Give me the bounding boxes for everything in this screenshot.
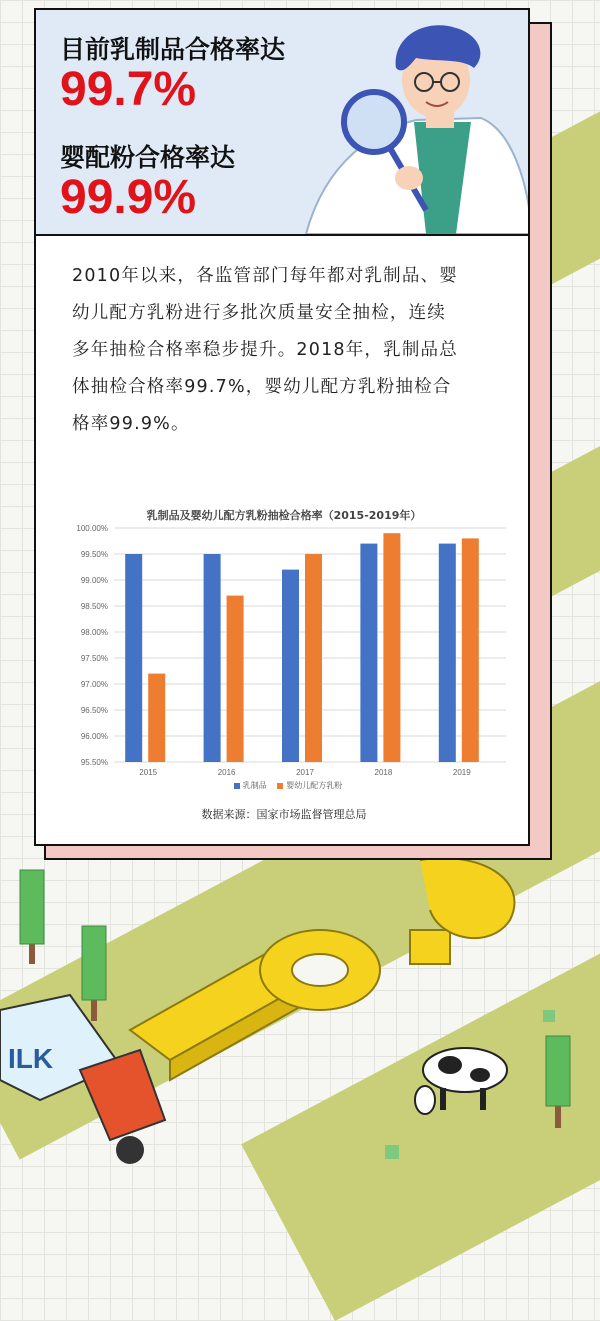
tree-icon [20,870,44,964]
no3-block-letters [130,860,514,1080]
y-tick-label: 99.50% [80,550,108,559]
bar-infant [305,554,322,762]
bar-dairy [125,554,142,762]
y-tick-label: 99.00% [80,576,108,585]
chart-legend [36,780,530,791]
bar-dairy [282,570,299,762]
legend-label-dairy: 乳制品 [242,781,267,790]
bar-chart [36,522,530,777]
y-tick-label: 98.50% [80,602,108,611]
bar-infant [383,533,400,762]
y-tick-label: 98.00% [80,628,108,637]
summary-line: 体抽检合格率99.7%，婴幼儿配方乳粉抽检合 [72,377,452,397]
legend-label-infant: 婴幼儿配方乳粉 [286,781,343,790]
legend-swatch-infant [277,783,283,789]
bar-infant [462,538,479,762]
y-tick-label: 97.00% [80,680,108,689]
infant-rate-heading: 婴配粉合格率达 [60,143,236,172]
summary-line: 2010年以来，各监管部门每年都对乳制品、婴 [72,266,458,286]
x-tick-label: 2015 [139,768,158,777]
chart-title: 乳制品及婴幼儿配方乳粉抽检合格率（2015-2019年） [146,509,422,522]
summary-line: 幼儿配方乳粉进行多批次质量安全抽检，连续 [72,303,446,323]
y-tick-label: 96.00% [80,732,108,741]
dairy-rate-value: 99.7% [60,63,197,116]
hero-banner [36,10,528,236]
data-source: 数据来源：国家市场监督管理总局 [201,808,367,821]
truck-label: ILK [8,1043,54,1074]
x-tick-label: 2019 [452,768,471,777]
bottom-scene-illustration [0,860,600,1171]
summary-line: 格率99.9%。 [72,414,190,434]
bar-infant [148,674,165,762]
y-tick-label: 97.50% [80,654,108,663]
legend-swatch-dairy [234,783,240,789]
info-card [34,8,530,846]
tree-icon [82,926,106,1021]
bar-dairy [439,544,456,762]
summary-line: 多年抽检合格率稳步提升。2018年，乳制品总 [72,340,458,360]
x-tick-label: 2017 [296,768,314,777]
scientist-with-magnifier-illustration [266,10,530,234]
dairy-rate-heading: 目前乳制品合格率达 [60,35,286,64]
infant-rate-value: 99.9% [60,171,197,224]
bar-dairy [204,554,221,762]
bar-infant [227,596,244,762]
tree-icon [546,1036,570,1128]
milk-truck-icon [0,995,165,1164]
y-tick-label: 100.00% [76,524,108,533]
x-tick-label: 2016 [217,768,236,777]
y-tick-label: 96.50% [80,706,108,715]
cow-icon [415,1048,507,1114]
x-tick-label: 2018 [374,768,393,777]
summary-paragraph [72,258,502,443]
y-tick-label: 95.50% [80,758,108,767]
bar-dairy [360,544,377,762]
